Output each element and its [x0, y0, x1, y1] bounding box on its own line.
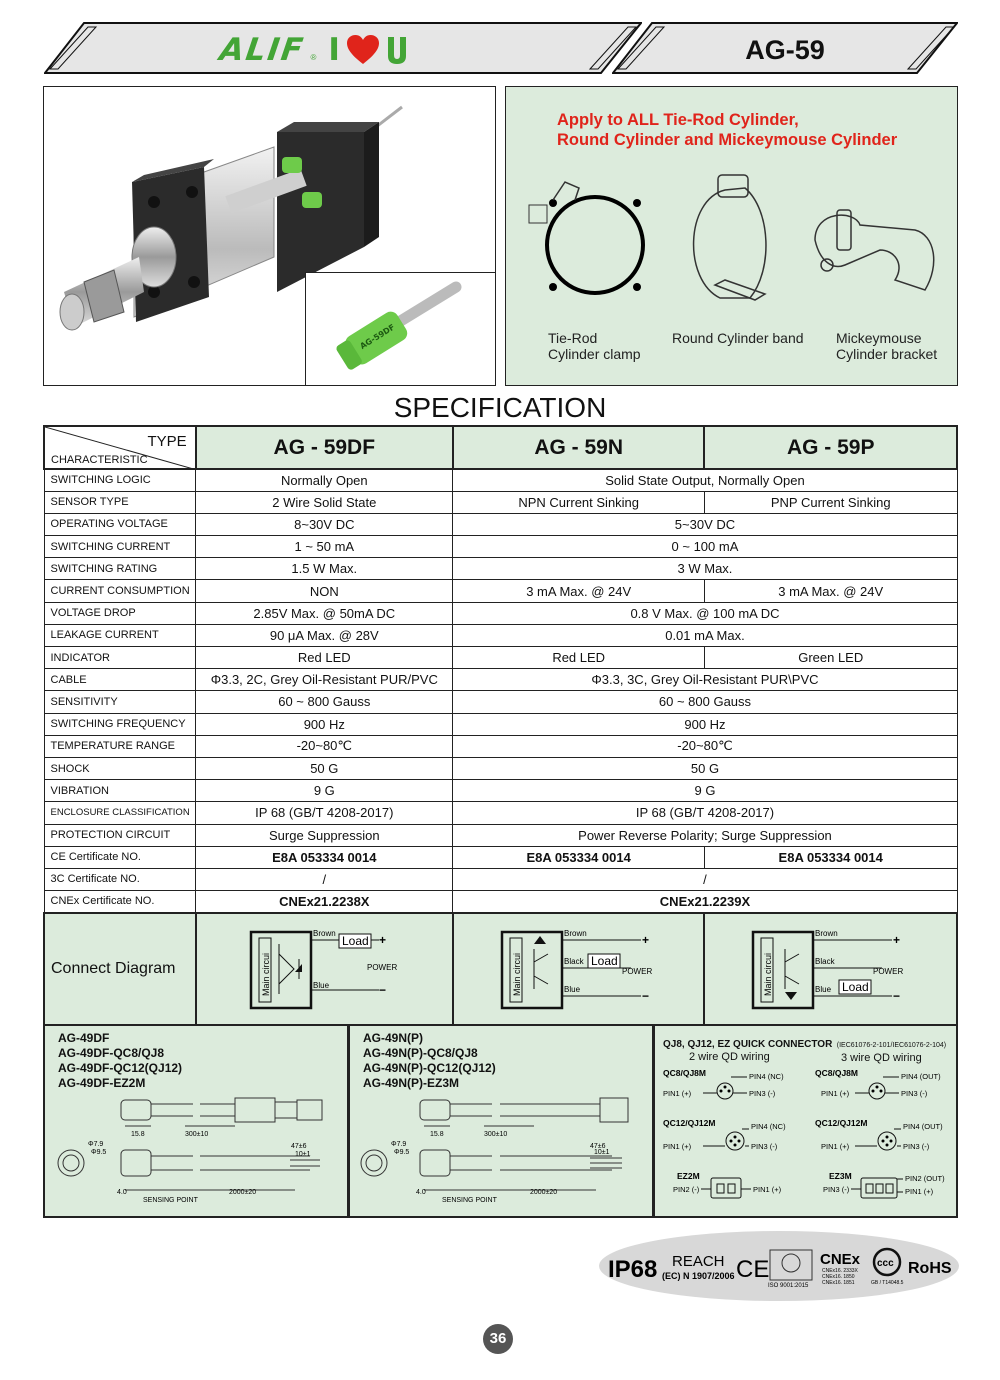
certification-badge — [598, 1230, 960, 1302]
pin3-minus-label: PIN3 (-) — [903, 1142, 930, 1151]
cell-p: PNP Current Sinking — [704, 491, 957, 513]
spec-row-sensor-type — [44, 491, 957, 513]
row-label: ENCLOSURE CLASSIFICATION — [44, 802, 196, 824]
row-label: SENSOR TYPE — [44, 491, 196, 513]
power-label: POWER — [621, 966, 652, 976]
spec-row-connect-diagram — [44, 913, 957, 1026]
spec-title: SPECIFICATION — [393, 392, 607, 423]
pin3-minus-label: PIN3 (-) — [823, 1185, 850, 1194]
pin2-out-label: PIN2 (OUT) — [905, 1174, 945, 1183]
row-label: VIBRATION — [44, 780, 196, 802]
quick-connector-panel — [653, 1024, 958, 1218]
apply-title-line2: Round Cylinder and Mickeymouse Cylinder — [557, 131, 898, 149]
pin1-plus-label: PIN1 (+) — [821, 1142, 850, 1151]
pin2-minus-label: PIN2 (-) — [673, 1185, 700, 1194]
mickeymouse-bracket-drawing — [815, 210, 934, 290]
accessory-label-line: Mickeymouse — [836, 330, 922, 346]
dimension-panel-np — [348, 1024, 654, 1218]
spec-row-current-consumption — [44, 580, 957, 602]
pin1-plus-label: PIN1 (+) — [663, 1089, 692, 1098]
cell-df: 8~30V DC — [196, 513, 453, 535]
corner-type-label: TYPE — [147, 433, 187, 450]
pin1-plus-label: PIN1 (+) — [905, 1187, 934, 1196]
spec-row-sensitivity — [44, 691, 957, 713]
model-name: AG-49DF — [58, 1031, 110, 1045]
dim-length: 15.8 — [430, 1131, 444, 1138]
power-label: POWER — [873, 966, 904, 976]
dim-cable: 300±10 — [484, 1131, 508, 1138]
dim-offset: 4.0 — [117, 1189, 127, 1196]
cell-np: 9 G — [453, 780, 957, 802]
cell-np: 0.8 V Max. @ 100 mA DC — [453, 602, 957, 624]
dim-cable: 300±10 — [185, 1131, 209, 1138]
row-label: OPERATING VOLTAGE — [44, 513, 196, 535]
sensor-inset-photo — [305, 272, 496, 386]
accessory-label-line: Cylinder bracket — [836, 346, 938, 362]
logo-registered: ® — [310, 52, 317, 62]
row-label: CURRENT CONSUMPTION — [44, 580, 196, 602]
accessory-drawings — [515, 170, 955, 320]
minus-label: − — [893, 988, 901, 1003]
qc-pinout-diagrams — [655, 1066, 956, 1216]
row-label: CE Certificate NO. — [44, 846, 196, 868]
row-label: 3C Certificate NO. — [44, 868, 196, 890]
reach-sub-label: (EC) N 1907/2006 — [662, 1271, 735, 1281]
cell-np: 50 G — [453, 757, 957, 779]
row-label: PROTECTION CIRCUIT — [44, 824, 196, 846]
cell-np: 0.01 mA Max. — [453, 624, 957, 646]
spec-row-switching-logic — [44, 469, 957, 491]
cell-df: 2.85V Max. @ 50mA DC — [196, 602, 453, 624]
cell-df: 50 G — [196, 757, 453, 779]
rohs-label: RoHS — [908, 1260, 952, 1277]
logo-u-icon — [386, 35, 408, 65]
row-label: CNEx Certificate NO. — [44, 891, 196, 913]
row-label: INDICATOR — [44, 647, 196, 669]
wire-blue-label: Blue — [815, 984, 832, 994]
cell-np: Φ3.3, 3C, Grey Oil-Resistant PUR\PVC — [453, 669, 957, 691]
row-label: LEAKAGE CURRENT — [44, 624, 196, 646]
dim-strip: 10±1 — [594, 1149, 610, 1156]
wire-black-label: Black — [815, 956, 835, 966]
minus-label: − — [641, 988, 649, 1003]
qc-header — [663, 1034, 953, 1052]
cnex-number: CNEx16. 2333X — [822, 1268, 858, 1274]
qc-three-wire-label: 3 wire QD wiring — [841, 1052, 922, 1064]
ccc-mark: ccc — [877, 1258, 894, 1269]
cell-df: Surge Suppression — [196, 824, 453, 846]
accessory-label-mickeymouse — [836, 330, 956, 362]
sensing-point-label: SENSING POINT — [442, 1197, 497, 1204]
ccc-sub-label: GB / T14048.5 — [871, 1280, 904, 1286]
cell-np: / — [453, 868, 957, 890]
qc8-label: QC8/QJ8M — [663, 1068, 706, 1078]
dim-lead: 47±6 — [291, 1143, 307, 1150]
model-name: AG-49DF-EZ2M — [58, 1076, 146, 1090]
spec-row-3c-cert — [44, 868, 957, 890]
accessory-label-line: Round Cylinder band — [672, 330, 804, 346]
row-label: SWITCHING RATING — [44, 558, 196, 580]
iso-label: ISO 9001:2015 — [768, 1283, 809, 1289]
model-list-np — [363, 1031, 496, 1091]
dim-dia-large: Φ9.5 — [394, 1149, 410, 1156]
cell-df: 2 Wire Solid State — [196, 491, 453, 513]
ce-mark: CE — [736, 1256, 770, 1283]
cell-df: / — [196, 868, 453, 890]
dim-cable-long: 2000±20 — [530, 1189, 558, 1196]
inset-label: AG-59DF — [358, 322, 397, 351]
pin1-plus-label: PIN1 (+) — [753, 1185, 782, 1194]
minus-label: − — [379, 982, 387, 997]
reach-label: REACH — [672, 1253, 725, 1270]
ez3m-label: EZ3M — [829, 1171, 852, 1181]
spec-row-temperature-range — [44, 735, 957, 757]
accessory-label-tie-rod — [548, 330, 668, 362]
cell-p: E8A 053334 0014 — [704, 846, 957, 868]
row-label: CABLE — [44, 669, 196, 691]
model-name: AG-49N(P)-EZ3M — [363, 1076, 460, 1090]
spec-row-shock — [44, 757, 957, 779]
cell-df: NON — [196, 580, 453, 602]
cnex-number: CNEx16. 1850 — [822, 1274, 855, 1280]
cell-n: Red LED — [453, 647, 705, 669]
cell-n: NPN Current Sinking — [453, 491, 705, 513]
cell-np: -20~80℃ — [453, 735, 957, 757]
cell-n: E8A 053334 0014 — [453, 846, 705, 868]
cell-df: Normally Open — [196, 469, 453, 491]
cnex-label: CNEx — [820, 1251, 861, 1268]
cell-df: 9 G — [196, 780, 453, 802]
dim-offset: 4.0 — [416, 1189, 426, 1196]
dimension-drawing-np — [350, 1088, 652, 1216]
spec-row-leakage-current — [44, 624, 957, 646]
corner-characteristic-label: CHARACTERISTIC — [51, 454, 148, 466]
pin4-nc-label: PIN4 (NC) — [749, 1072, 784, 1081]
wiring-diagram-p — [704, 913, 957, 1026]
cell-n: 3 mA Max. @ 24V — [453, 580, 705, 602]
spec-row-switching-rating — [44, 558, 957, 580]
dimension-panel-df — [43, 1024, 349, 1218]
row-label: SHOCK — [44, 757, 196, 779]
cell-np: 900 Hz — [453, 713, 957, 735]
main-circuit-label: Main circui — [261, 952, 272, 996]
page-number: 36 — [483, 1324, 513, 1354]
spec-row-switching-current — [44, 536, 957, 558]
plus-label: + — [893, 932, 901, 947]
dim-dia-small: Φ7.9 — [88, 1141, 104, 1148]
cell-np: 5~30V DC — [453, 513, 957, 535]
model-name: AG-49N(P)-QC8/QJ8 — [363, 1046, 478, 1060]
tie-rod-clamp-drawing — [529, 182, 643, 293]
logo-alif-text: ALIF — [217, 32, 307, 68]
spec-row-vibration — [44, 780, 957, 802]
logo-i-text: I — [328, 32, 340, 68]
load-label: Load — [842, 979, 869, 994]
dim-cable-long: 2000±20 — [229, 1189, 257, 1196]
pin1-plus-label: PIN1 (+) — [663, 1142, 692, 1151]
heart-icon — [346, 34, 380, 66]
model-name: AG-49DF-QC8/QJ8 — [58, 1046, 165, 1060]
wire-black-label: Black — [563, 956, 584, 966]
main-circuit-label: Main circui — [763, 952, 774, 996]
cell-np: 60 ~ 800 Gauss — [453, 691, 957, 713]
cell-df: 1 ~ 50 mA — [196, 536, 453, 558]
accessory-label-line: Cylinder clamp — [548, 346, 641, 362]
wire-brown-label: Brown — [563, 928, 587, 938]
cell-df: 900 Hz — [196, 713, 453, 735]
brand-logo — [217, 30, 408, 70]
spec-row-protection — [44, 824, 957, 846]
ip68-label: IP68 — [608, 1256, 658, 1283]
pin4-out-label: PIN4 (OUT) — [901, 1072, 941, 1081]
cell-np: CNEx21.2239X — [453, 891, 957, 913]
cell-np: IP 68 (GB/T 4208-2017) — [453, 802, 957, 824]
ez2m-label: EZ2M — [677, 1171, 700, 1181]
cnex-number: CNEx16. 1851 — [822, 1280, 855, 1286]
wiring-diagram-n — [453, 913, 705, 1026]
connect-diagram-label: Connect Diagram — [44, 913, 196, 1026]
model-name: AG-49N(P)-QC12(QJ12) — [363, 1061, 496, 1075]
cell-df: Φ3.3, 2C, Grey Oil-Resistant PUR/PVC — [196, 669, 453, 691]
dim-dia-small: Φ7.9 — [391, 1141, 407, 1148]
spec-table — [43, 425, 958, 1027]
row-label: SENSITIVITY — [44, 691, 196, 713]
sensing-point-label: SENSING POINT — [143, 1197, 198, 1204]
spec-row-switching-frequency — [44, 713, 957, 735]
spec-row-voltage-drop — [44, 602, 957, 624]
spec-row-indicator — [44, 647, 957, 669]
spec-corner-cell — [44, 426, 196, 469]
qc12-label: QC12/QJ12M — [663, 1118, 716, 1128]
pin1-plus-label: PIN1 (+) — [821, 1089, 850, 1098]
spec-header-row — [44, 426, 957, 469]
apply-title-line1: Apply to ALL Tie-Rod Cylinder, — [557, 111, 799, 129]
cell-np: 3 W Max. — [453, 558, 957, 580]
row-label: SWITCHING CURRENT — [44, 536, 196, 558]
dim-dia-large: Φ9.5 — [91, 1149, 107, 1156]
qc12-label: QC12/QJ12M — [815, 1118, 868, 1128]
cell-p: Green LED — [704, 647, 957, 669]
wiring-diagram-df — [196, 913, 453, 1026]
wire-brown-label: Brown — [313, 928, 336, 938]
type-header-p: AG - 59P — [704, 426, 957, 469]
row-label: SWITCHING LOGIC — [44, 469, 196, 491]
dim-length: 15.8 — [131, 1131, 145, 1138]
row-label: TEMPERATURE RANGE — [44, 735, 196, 757]
pin3-minus-label: PIN3 (-) — [749, 1089, 776, 1098]
accessory-label-round-band — [672, 330, 822, 346]
load-label: Load — [342, 933, 369, 948]
dim-lead: 47±6 — [590, 1143, 606, 1150]
pin4-out-label: PIN4 (OUT) — [903, 1122, 943, 1131]
cell-df: -20~80℃ — [196, 735, 453, 757]
cell-df: 90 μA Max. @ 28V — [196, 624, 453, 646]
qc8-label: QC8/QJ8M — [815, 1068, 858, 1078]
cell-np: Solid State Output, Normally Open — [453, 469, 957, 491]
type-header-df: AG - 59DF — [196, 426, 453, 469]
type-header-n: AG - 59N — [453, 426, 705, 469]
load-label: Load — [590, 953, 618, 968]
apply-title — [557, 110, 947, 150]
pin4-nc-label: PIN4 (NC) — [751, 1122, 786, 1131]
pin3-minus-label: PIN3 (-) — [751, 1142, 778, 1151]
spec-row-cnex-cert — [44, 891, 957, 913]
plus-label: + — [379, 932, 387, 947]
row-label: VOLTAGE DROP — [44, 602, 196, 624]
wire-blue-label: Blue — [313, 980, 330, 990]
row-label: SWITCHING FREQUENCY — [44, 713, 196, 735]
cell-df: 1.5 W Max. — [196, 558, 453, 580]
model-name: AG-49N(P) — [363, 1031, 424, 1045]
model-list-df — [58, 1031, 182, 1091]
cell-df: Red LED — [196, 647, 453, 669]
cell-df: CNEx21.2238X — [196, 891, 453, 913]
cell-np: 0 ~ 100 mA — [453, 536, 957, 558]
plus-label: + — [641, 932, 649, 947]
wire-blue-label: Blue — [563, 984, 580, 994]
cell-np: Power Reverse Polarity; Surge Suppression — [453, 824, 957, 846]
dim-strip: 10±1 — [295, 1151, 311, 1158]
spec-row-enclosure — [44, 802, 957, 824]
spec-row-operating-voltage — [44, 513, 957, 535]
cell-df: 60 ~ 800 Gauss — [196, 691, 453, 713]
cell-df: E8A 053334 0014 — [196, 846, 453, 868]
spec-row-cable — [44, 669, 957, 691]
cell-df: IP 68 (GB/T 4208-2017) — [196, 802, 453, 824]
round-band-drawing — [694, 175, 766, 300]
spec-row-ce-cert — [44, 846, 957, 868]
qc-standard: (IEC61076-2-101/IEC61076-2-104) — [836, 1042, 947, 1049]
model-title: AG-59 — [745, 35, 825, 65]
pin3-minus-label: PIN3 (-) — [901, 1089, 928, 1098]
cell-p: 3 mA Max. @ 24V — [704, 580, 957, 602]
model-name: AG-49DF-QC12(QJ12) — [58, 1061, 183, 1075]
qc-two-wire-label: 2 wire QD wiring — [689, 1051, 770, 1063]
accessory-label-line: Tie-Rod — [548, 330, 598, 346]
wire-brown-label: Brown — [815, 928, 838, 938]
power-label: POWER — [367, 962, 398, 972]
main-circuit-label: Main circui — [511, 952, 522, 996]
qc-title: QJ8, QJ12, EZ QUICK CONNECTOR — [663, 1039, 833, 1050]
dimension-drawing-df — [45, 1088, 347, 1216]
